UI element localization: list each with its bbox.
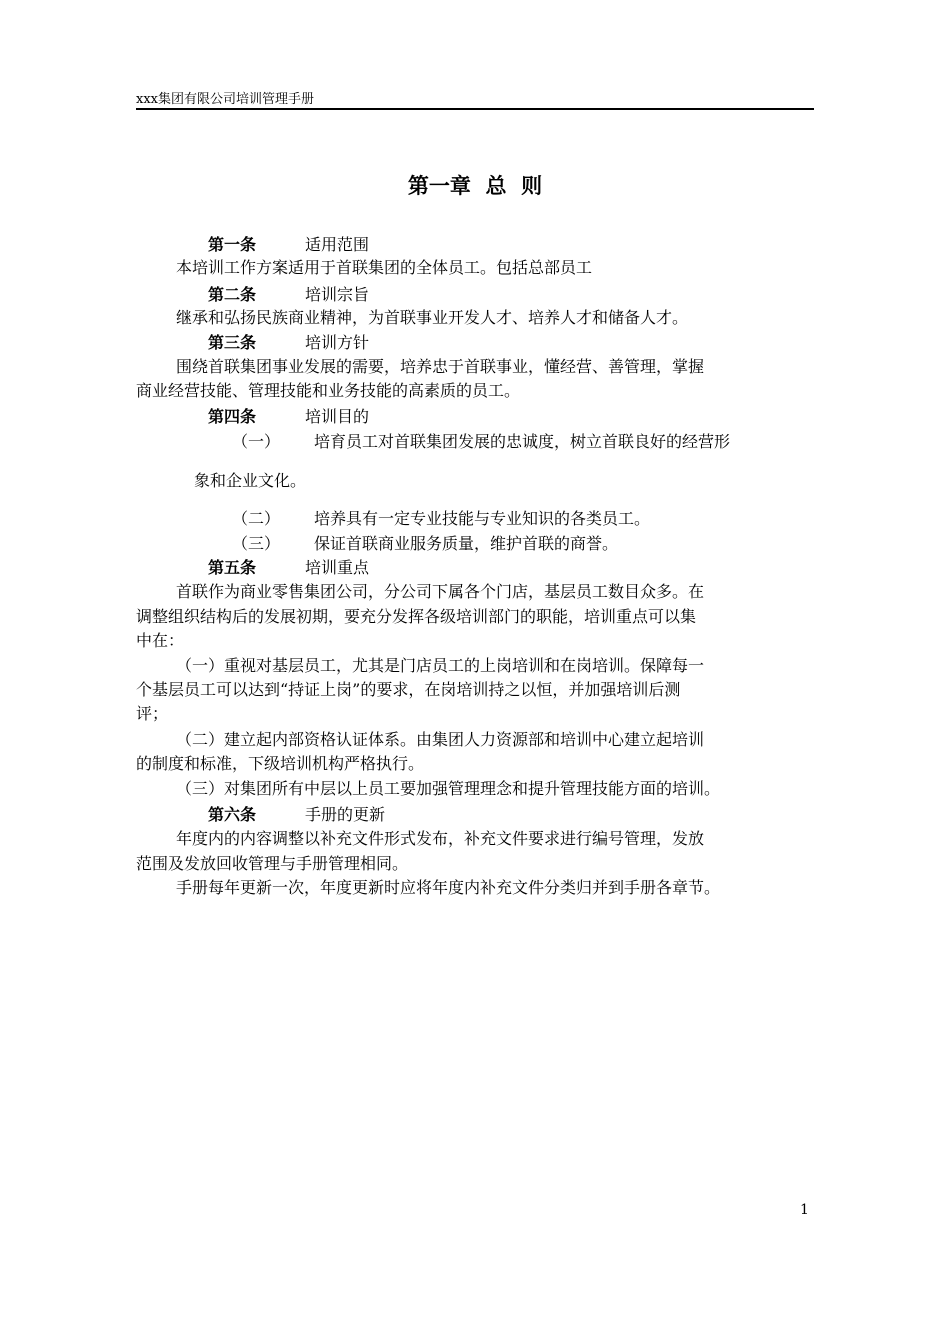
article-6-label: 第六条 (208, 805, 257, 824)
article-1-body: 本培训工作方案适用于首联集团的全体员工。包括总部员工 (176, 258, 593, 277)
chapter-title: 第一章 总 则 (407, 174, 543, 198)
article-5-body-line-4: （一）重视对基层员工，尤其是门店员工的上岗培训和在岗培训。保障每一 (176, 656, 705, 675)
article-6-body-line-1: 年度内的内容调整以补充文件形式发布，补充文件要求进行编号管理，发放 (176, 829, 705, 848)
article-4-item-1-cont: 象和企业文化。 (194, 471, 307, 490)
article-4-item-2-num: （二） (232, 509, 281, 528)
article-4-name: 培训目的 (305, 407, 370, 426)
article-1-name: 适用范围 (305, 235, 370, 254)
article-5-body-line-8: 的制度和标准，下级培训机构严格执行。 (136, 754, 425, 773)
page-header (136, 84, 814, 110)
article-6-body-line-2: 范围及发放回收管理与手册管理相同。 (136, 854, 409, 873)
header-title: xxx集团有限公司培训管理手册 (136, 92, 314, 107)
article-3-body-line-1: 围绕首联集团事业发展的需要，培养忠于首联事业，懂经营、善管理，掌握 (176, 357, 705, 376)
article-3-name: 培训方针 (305, 333, 370, 352)
article-5-body-line-1: 首联作为商业零售集团公司，分公司下属各个门店，基层员工数目众多。在 (176, 582, 705, 601)
article-4-label: 第四条 (208, 407, 257, 426)
article-5-body-line-7: （二）建立起内部资格认证体系。由集团人力资源部和培训中心建立起培训 (176, 730, 705, 749)
article-4-item-1-text: 培育员工对首联集团发展的忠诚度，树立首联良好的经营形 (314, 432, 731, 451)
article-2-body: 继承和弘扬民族商业精神，为首联事业开发人才、培养人才和储备人才。 (176, 308, 689, 327)
article-4-item-2-text: 培养具有一定专业技能与专业知识的各类员工。 (314, 509, 651, 528)
article-4-item-3-num: （三） (232, 534, 281, 553)
article-5-body-line-5: 个基层员工可以达到“持证上岗”的要求，在岗培训持之以恒，并加强培训后测 (136, 680, 681, 699)
article-2-label: 第二条 (208, 285, 257, 304)
article-5-label: 第五条 (208, 558, 257, 577)
article-5-body-line-2: 调整组织结构后的发展初期，要充分发挥各级培训部门的职能，培训重点可以集 (136, 607, 697, 626)
article-1-label: 第一条 (208, 235, 257, 254)
article-3-body-line-2: 商业经营技能、管理技能和业务技能的高素质的员工。 (136, 381, 521, 400)
article-2-name: 培训宗旨 (305, 285, 370, 304)
article-6-body-line-3: 手册每年更新一次，年度更新时应将年度内补充文件分类归并到手册各章节。 (176, 878, 721, 897)
article-6-name: 手册的更新 (305, 805, 386, 824)
article-3-label: 第三条 (208, 333, 257, 352)
article-5-body-line-3: 中在： (136, 631, 185, 650)
article-5-body-line-6: 评； (136, 704, 169, 723)
article-4-item-1-num: （一） (232, 432, 281, 451)
article-4-item-3-text: 保证首联商业服务质量，维护首联的商誉。 (314, 534, 619, 553)
page-number: 1 (800, 1202, 809, 1218)
article-5-name: 培训重点 (305, 558, 370, 577)
article-5-body-line-9: （三）对集团所有中层以上员工要加强管理理念和提升管理技能方面的培训。 (176, 779, 721, 798)
